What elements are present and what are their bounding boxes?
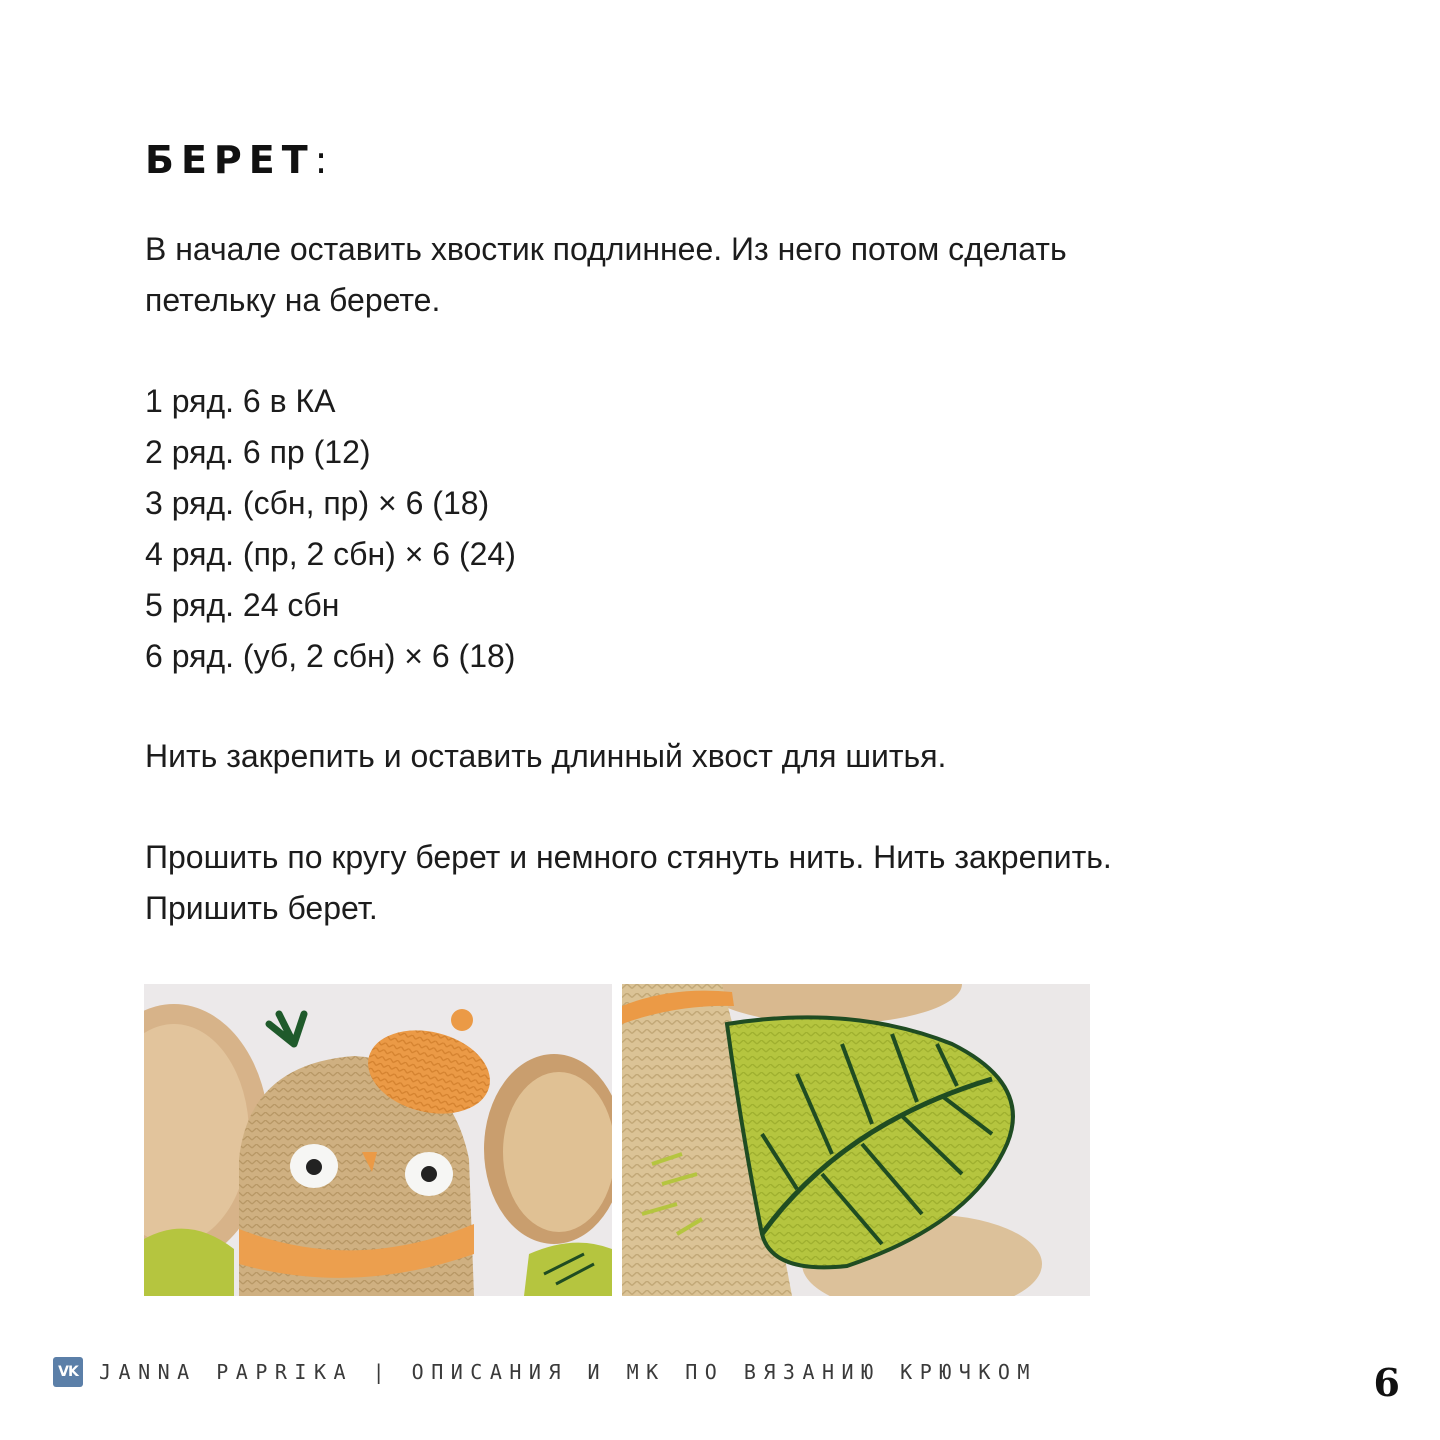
sew-note-line: Пришить берет. [145,890,378,926]
page-number: 6 [1373,1360,1400,1405]
page-title-colon: : [314,138,328,182]
photo-beret-toy [144,984,612,1296]
row-instructions [145,376,1295,682]
row-line: 3 ряд. (сбн, пр) × 6 (18) [145,485,490,521]
page-title [145,138,327,182]
intro-line: петельку на берете. [145,282,441,318]
footer-caption: JANNA PAPRIKA | ОПИСАНИЯ И МК ПО ВЯЗАНИЮ КРЮЧКОМ [99,1360,1037,1384]
intro-line: В начале оставить хвостик подлиннее. Из него потом сделать [145,231,1067,267]
page-title-text: БЕРЕТ [145,138,315,182]
footer [53,1356,1037,1388]
row-line: 1 ряд. 6 в КА [145,383,336,419]
photo-leaf-closeup [622,984,1090,1296]
intro-paragraph [145,224,1295,326]
row-line: 4 ряд. (пр, 2 сбн) × 6 (24) [145,536,516,572]
vk-icon[interactable]: VK [53,1357,83,1387]
row-line: 6 ряд. (уб, 2 сбн) × 6 (18) [145,638,516,674]
row-line: 2 ряд. 6 пр (12) [145,434,371,470]
sew-note-line: Прошить по кругу берет и немного стянуть нить. Нить закрепить. [145,839,1112,875]
row-line: 5 ряд. 24 сбн [145,587,340,623]
fasten-note-line: Нить закрепить и оставить длинный хвост для шитья. [145,738,947,774]
sew-note [145,832,1295,934]
fasten-note [145,731,1295,782]
